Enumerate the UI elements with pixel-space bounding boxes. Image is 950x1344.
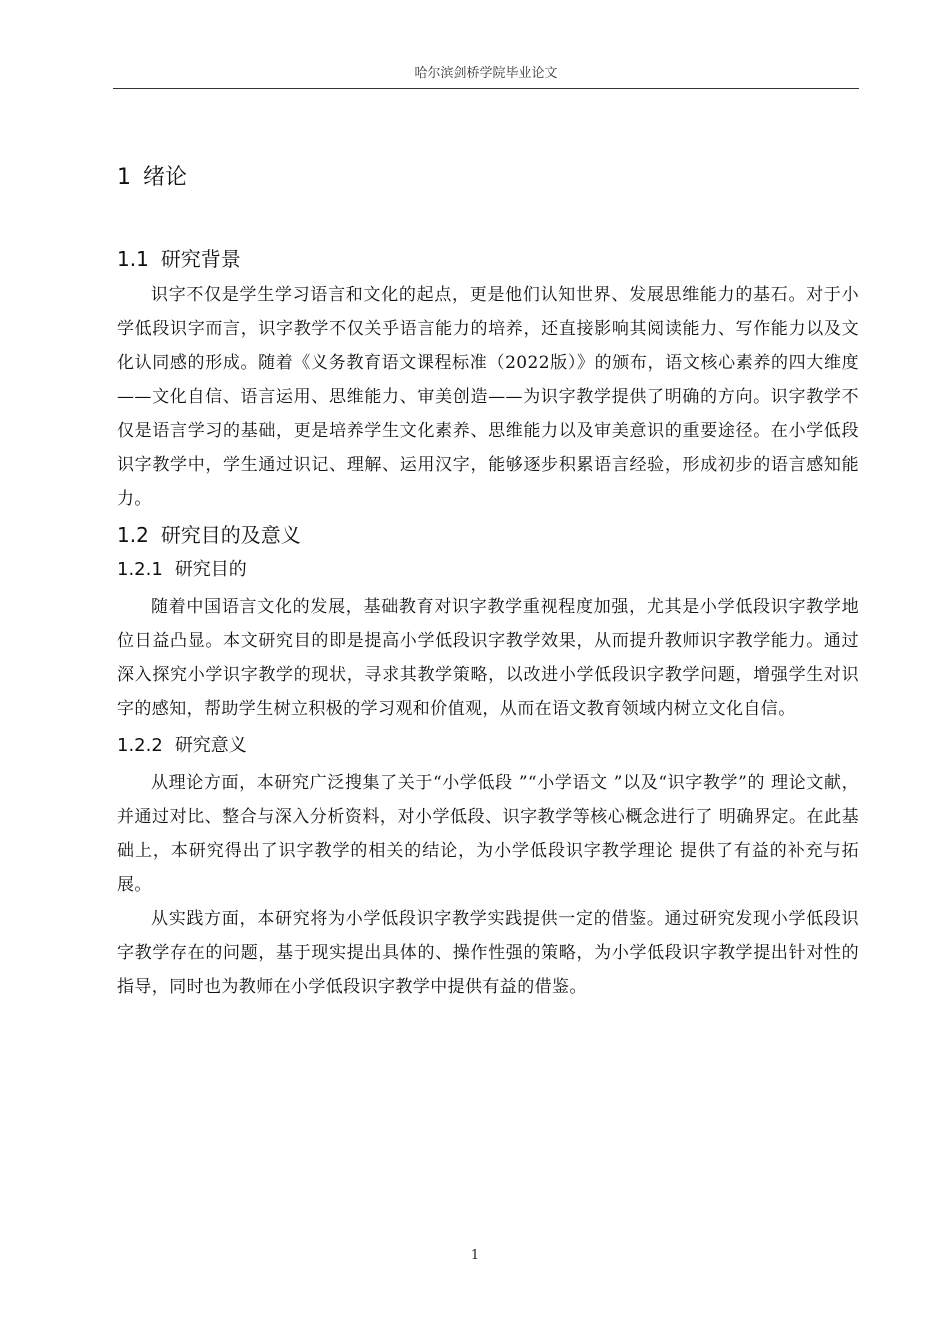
section-number: 1.2 bbox=[117, 523, 149, 547]
chapter-heading bbox=[117, 162, 859, 194]
subsection-number: 1.2.2 bbox=[117, 735, 163, 756]
subsection-heading-1-2-2 bbox=[117, 732, 859, 760]
section-title: 研究背景 bbox=[160, 247, 241, 271]
section-heading-1-1 bbox=[117, 244, 859, 274]
subsection-title: 研究目的 bbox=[174, 559, 247, 580]
header-title: 哈尔滨剑桥学院毕业论文 bbox=[414, 66, 558, 81]
section-title: 研究目的及意义 bbox=[160, 523, 301, 547]
paragraph-significance-practice: 从实践方面，本研究将为小学低段识字教学实践提供一定的借鉴。通过研究发现小学低段识字教学存在的问题，基于现实提出具体的、操作性强的策略，为小学低段识字教学提出针对性的指导，同时也为教师在小学低段识字教学中提供有益的借鉴。 bbox=[117, 909, 859, 997]
section-heading-1-2 bbox=[117, 520, 859, 550]
page-content bbox=[117, 162, 859, 1004]
subsection-title: 研究意义 bbox=[174, 735, 247, 756]
section-number: 1.1 bbox=[117, 247, 149, 271]
chapter-number: 1 bbox=[117, 165, 131, 190]
page-number: 1 bbox=[470, 1248, 480, 1263]
subsection-number: 1.2.1 bbox=[117, 559, 163, 580]
subsection-heading-1-2-1 bbox=[117, 556, 859, 584]
paragraph-purpose: 随着中国语言文化的发展，基础教育对识字教学重视程度加强，尤其是小学低段识字教学地位日益凸显。本文研究目的即是提高小学低段识字教学效果，从而提升教师识字教学能力。通过深入探究小学识字教学的现状，寻求其教学策略，以改进小学低段识字教学问题，增强学生对识字的感知，帮助学生树立积极的学习观和价值观，从而在语文教育领域内树立文化自信。 bbox=[117, 597, 859, 719]
paragraph-significance-theory: 从理论方面，本研究广泛搜集了关于“小学低段 ”“小学语文 ”以及“识字教学”的 理论文献，并通过对比、整合与深入分析资料，对小学低段、识字教学等核心概念进行了 明确界定。在此基础上，本研究得出了识字教学的相关的结论，为小学低段识字教学理论 提供了有益的补充与拓展。 bbox=[117, 773, 859, 895]
paragraph-background: 识字不仅是学生学习语言和文化的起点，更是他们认知世界、发展思维能力的基石。对于小学低段识字而言，识字教学不仅关乎语言能力的培养，还直接影响其阅读能力、写作能力以及文化认同感的形成。随着《义务教育语文课程标准（2022版）》的颁布，语文核心素养的四大维度——文化自信、语言运用、思维能力、审美创造——为识字教学提供了明确的方向。识字教学不仅是语言学习的基础，更是培养学生文化素养、思维能力以及审美意识的重要途径。在小学低段识字教学中，学生通过识记、理解、运用汉字，能够逐步积累语言经验，形成初步的语言感知能力。 bbox=[117, 285, 859, 509]
running-header bbox=[113, 66, 859, 89]
chapter-title: 绪论 bbox=[143, 165, 188, 190]
